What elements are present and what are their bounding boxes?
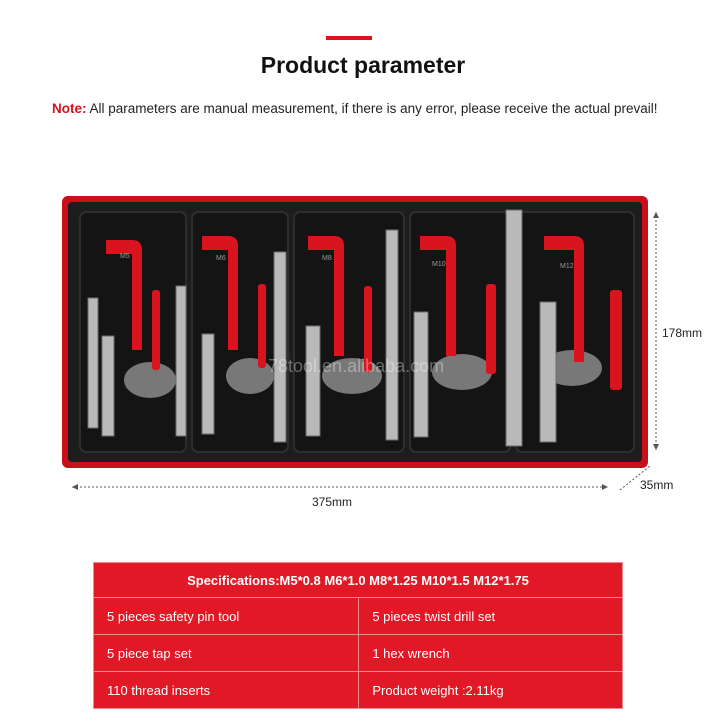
- spec-cell: 5 pieces safety pin tool: [94, 598, 359, 635]
- spec-cell: 5 piece tap set: [94, 635, 359, 672]
- label-m6: M6: [216, 255, 226, 262]
- spec-cell: 1 hex wrench: [359, 635, 623, 672]
- height-dimension: 178mm: [662, 326, 703, 340]
- watermark: 78tool.en.alibaba.com: [268, 356, 445, 376]
- spec-table: [93, 562, 623, 709]
- label-m10: M10: [432, 261, 446, 268]
- spec-cell: 110 thread inserts: [94, 672, 359, 709]
- table-row: [94, 635, 623, 672]
- width-dimension: 375mm: [312, 495, 353, 509]
- spec-cell: 5 pieces twist drill set: [359, 598, 623, 635]
- page-title: Product parameter: [260, 52, 466, 78]
- table-row: [94, 598, 623, 635]
- spec-title: Specifications:M5*0.8 M6*1.0 M8*1.25 M10*1.5 M12*1.75: [94, 563, 623, 598]
- label-m5: M5: [120, 253, 130, 260]
- note-text: All parameters are manual measurement, if there is any error, please receive the actual prevail!: [86, 101, 658, 116]
- label-m12: M12: [560, 263, 574, 270]
- spec-header-row: [94, 563, 623, 598]
- note-label: Note:: [52, 101, 87, 116]
- table-row: [94, 672, 623, 709]
- label-m8: M8: [322, 255, 332, 262]
- spec-cell: Product weight :2.11kg: [359, 672, 623, 709]
- depth-dimension: 35mm: [640, 478, 674, 492]
